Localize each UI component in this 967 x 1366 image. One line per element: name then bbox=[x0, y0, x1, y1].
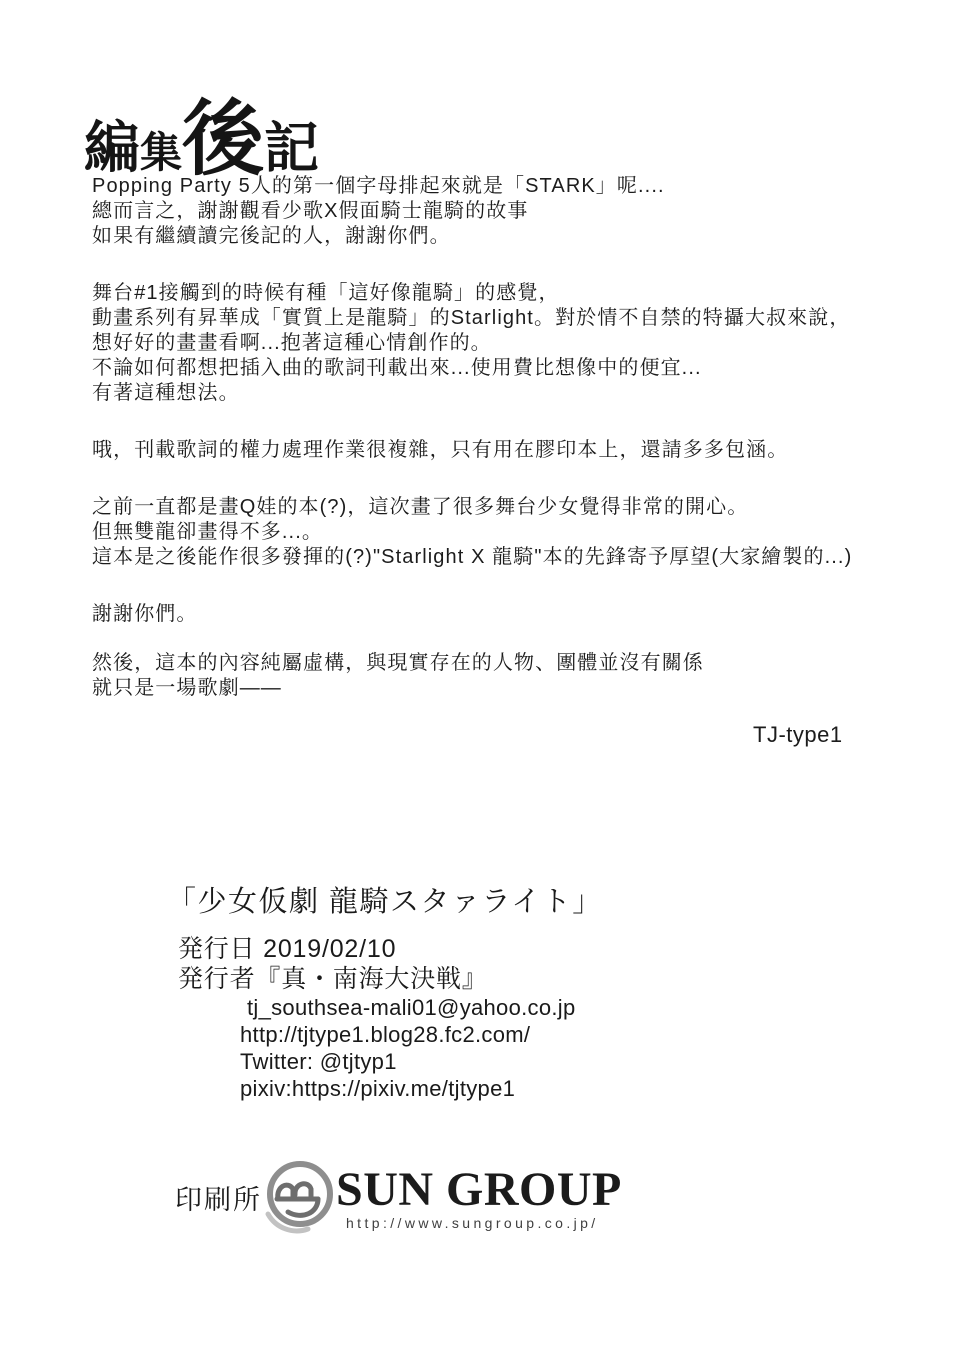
contact-twitter: Twitter: @tjtyp1 bbox=[240, 1049, 397, 1074]
title-char-2: 集 bbox=[140, 131, 183, 178]
afterword-paragraph-5 bbox=[92, 602, 932, 627]
author-signature: TJ-type1 bbox=[753, 722, 843, 747]
contact-email: tj_southsea-mali01@yahoo.co.jp bbox=[247, 995, 576, 1020]
printer-label: 印刷所 bbox=[175, 1185, 262, 1215]
text-line: 有著這種想法。 bbox=[92, 382, 240, 404]
title-char-4: 記 bbox=[264, 118, 320, 180]
colophon bbox=[167, 879, 603, 1102]
text-line: 然後，這本的內容純屬虛構，與現實存在的人物、團體並沒有關係 bbox=[92, 652, 704, 674]
contact-pixiv: pixiv:https://pixiv.me/tjtype1 bbox=[240, 1076, 516, 1101]
text-line: 哦，刊載歌詞的權力處理作業很複雜，只有用在膠印本上，還請多多包涵。 bbox=[92, 439, 789, 461]
afterword-paragraph-2 bbox=[92, 281, 932, 406]
text-line: Popping Party 5人的第一個字母排起來就是「STARK」呢.... bbox=[92, 175, 665, 197]
publish-date: 発行日 2019/02/10 bbox=[178, 935, 397, 963]
text-line: 想好好的畫畫看啊...抱著這種心情創作的。 bbox=[92, 332, 492, 354]
title-char-3: 後 bbox=[182, 94, 265, 186]
text-line: 這本是之後能作很多發揮的(?)"Starlight X 龍騎"本的先鋒寄予厚望(大家繪製的...) bbox=[92, 546, 853, 568]
text-line: 之前一直都是畫Q娃的本(?)，這次畫了很多舞台少女覺得非常的開心。 bbox=[92, 496, 749, 518]
text-line: 如果有繼續讀完後記的人，謝謝你們。 bbox=[92, 225, 451, 247]
afterword-body bbox=[92, 174, 932, 733]
book-title: 「少女仮劇 龍騎スタァライト」 bbox=[167, 886, 603, 918]
publisher: 発行者『真・南海大決戦』 bbox=[178, 965, 488, 993]
printer-url: http://www.sungroup.co.jp/ bbox=[346, 1215, 599, 1231]
text-line: 謝謝你們。 bbox=[92, 603, 198, 625]
sun-group-circle-s-icon bbox=[260, 1156, 338, 1245]
text-line: 不論如何都想把插入曲的歌詞刊載出來...使用費比想像中的便宜... bbox=[92, 357, 702, 379]
text-line: 總而言之，謝謝觀看少歌X假面騎士龍騎的故事 bbox=[92, 200, 529, 222]
title-char-1: 編 bbox=[84, 118, 140, 181]
text-line: 舞台#1接觸到的時候有種「這好像龍騎」的感覺， bbox=[92, 282, 560, 304]
afterword-paragraph-6 bbox=[92, 651, 932, 701]
printer-name: SUN GROUP bbox=[336, 1163, 622, 1216]
afterword-paragraph-4 bbox=[92, 495, 932, 570]
page-title bbox=[84, 94, 320, 186]
afterword-paragraph-3 bbox=[92, 438, 932, 463]
text-line: 但無雙龍卻畫得不多...。 bbox=[92, 521, 323, 543]
text-line: 就只是一場歌劇—— bbox=[92, 677, 282, 699]
afterword-paragraph-1 bbox=[92, 174, 932, 249]
contact-blog-url: http://tjtype1.blog28.fc2.com/ bbox=[240, 1022, 531, 1047]
text-line: 動畫系列有昇華成「實質上是龍騎」的Starlight。對於情不自禁的特攝大叔來說， bbox=[92, 307, 851, 329]
